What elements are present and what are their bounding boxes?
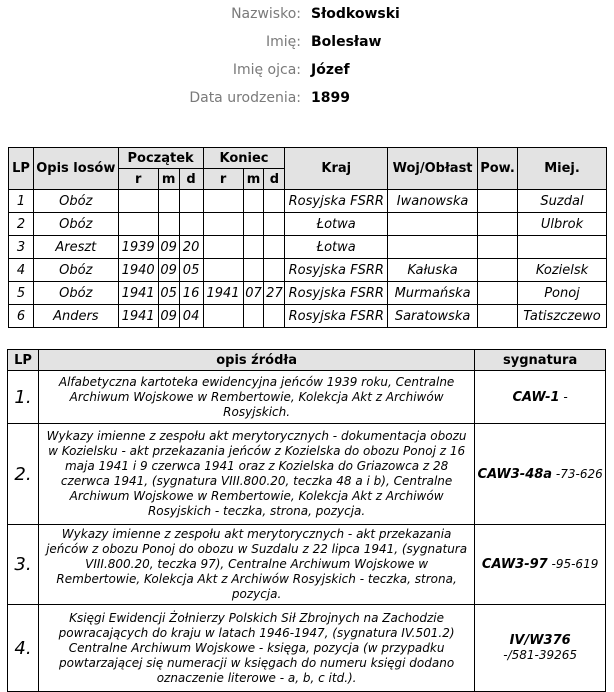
sources-header-sygnatura: sygnatura <box>475 350 606 371</box>
table-row <box>8 605 606 692</box>
cell-miej: Ponoj <box>518 282 607 305</box>
first-name-label: Imię: <box>266 34 301 50</box>
header-start-d: d <box>179 169 203 190</box>
source-description: Wykazy imienne z zespołu akt merytorycznych - akt przekazania jeńców z obozu Ponoj do obozu w Suzdalu z 22 lipca 1941, (sygnatura VIII.800.20, teczka 97), Centralne Archiwum Wojskowe w Rembertowie, Kolekcja Akt z Archiwów Rosyjskich - teczka, strona, pozycja. <box>38 525 474 605</box>
header-start-r: r <box>118 169 158 190</box>
cell-pow <box>478 305 518 328</box>
cell-miej: Suzdal <box>518 190 607 213</box>
father-name-label: Imię ojca: <box>232 62 301 78</box>
cell-woj: Kałuska <box>388 259 478 282</box>
cell-start-d: 20 <box>179 236 203 259</box>
table-row <box>8 424 606 525</box>
cell-woj: Iwanowska <box>388 190 478 213</box>
cell-kraj: Łotwa <box>285 236 388 259</box>
cell-miej: Ulbrok <box>518 213 607 236</box>
table-row <box>9 213 607 236</box>
cell-woj <box>388 213 478 236</box>
cell-end-d <box>264 190 285 213</box>
birth-date-label: Data urodzenia: <box>189 90 301 106</box>
father-name-value: Józef <box>311 62 350 78</box>
surname-label: Nazwisko: <box>231 6 301 22</box>
cell-end-r <box>203 190 243 213</box>
cell-pow <box>478 236 518 259</box>
cell-start-r: 1939 <box>118 236 158 259</box>
first-name-row <box>0 28 614 56</box>
cell-lp: 1 <box>9 190 34 213</box>
cell-opis: Obóz <box>33 190 118 213</box>
first-name-value: Bolesław <box>311 34 382 50</box>
cell-end-r <box>203 213 243 236</box>
cell-start-m: 09 <box>158 236 179 259</box>
surname-row <box>0 0 614 28</box>
signature-extra: - <box>559 389 568 404</box>
cell-start-d: 16 <box>179 282 203 305</box>
cell-end-r <box>203 236 243 259</box>
signature-extra: -95-619 <box>547 557 599 571</box>
cell-end-m <box>243 190 264 213</box>
surname-value: Słodkowski <box>311 6 400 22</box>
sources-table <box>7 349 606 692</box>
cell-kraj: Rosyjska FSRR <box>285 259 388 282</box>
cell-end-m: 07 <box>243 282 264 305</box>
cell-end-d <box>264 236 285 259</box>
table-row <box>9 259 607 282</box>
cell-woj: Murmańska <box>388 282 478 305</box>
cell-start-d: 05 <box>179 259 203 282</box>
cell-start-r: 1941 <box>118 282 158 305</box>
cell-kraj: Rosyjska FSRR <box>285 305 388 328</box>
source-signature <box>475 424 606 525</box>
source-lp: 4. <box>8 605 39 692</box>
source-description: Księgi Ewidencji Żołnierzy Polskich Sił Zbrojnych na Zachodzie powracających do kraju w latach 1946-1947, (sygnatura IV.501.2) Centralne Archiwum Wojskowe - księga, pozycja (w przypadku powtarzającej się numeracji w księgach do numeru księgi dodano oznaczenie literowe - a, b, c itd.). <box>38 605 474 692</box>
cell-start-d <box>179 213 203 236</box>
source-signature <box>475 605 606 692</box>
cell-opis: Anders <box>33 305 118 328</box>
cell-end-m <box>243 259 264 282</box>
signature-main: IV/W376 <box>509 633 571 648</box>
cell-end-d: 27 <box>264 282 285 305</box>
cell-start-r: 1941 <box>118 305 158 328</box>
cell-lp: 5 <box>9 282 34 305</box>
sources-header-lp: LP <box>8 350 39 371</box>
cell-end-r <box>203 259 243 282</box>
cell-kraj: Łotwa <box>285 213 388 236</box>
table-row <box>9 305 607 328</box>
birth-date-row <box>0 84 614 112</box>
signature-main: CAW3-48a <box>477 466 553 482</box>
source-lp: 2. <box>8 424 39 525</box>
signature-extra: -/581-39265 <box>503 648 578 662</box>
cell-miej: Kozielsk <box>518 259 607 282</box>
source-signature <box>475 525 606 605</box>
cell-start-d <box>179 190 203 213</box>
cell-end-m <box>243 305 264 328</box>
header-start-m: m <box>158 169 179 190</box>
cell-start-m: 09 <box>158 305 179 328</box>
cell-opis: Obóz <box>33 259 118 282</box>
header-kraj: Kraj <box>285 148 388 190</box>
cell-start-m <box>158 190 179 213</box>
table-row <box>8 525 606 605</box>
header-end-r: r <box>203 169 243 190</box>
fates-table <box>8 147 607 328</box>
cell-lp: 4 <box>9 259 34 282</box>
cell-end-r <box>203 305 243 328</box>
cell-pow <box>478 259 518 282</box>
header-lp: LP <box>9 148 34 190</box>
cell-opis: Obóz <box>33 213 118 236</box>
header-koniec: Koniec <box>203 148 285 169</box>
sources-header-opis: opis źródła <box>38 350 474 371</box>
cell-start-d: 04 <box>179 305 203 328</box>
cell-start-r: 1940 <box>118 259 158 282</box>
source-description: Alfabetyczna kartoteka ewidencyjna jeńców 1939 roku, Centralne Archiwum Wojskowe w Rembertowie, Kolekcja Akt z Archiwów Rosyjskich. <box>38 371 474 424</box>
header-miej: Miej. <box>518 148 607 190</box>
birth-date-value: 1899 <box>311 90 350 106</box>
table-row <box>8 371 606 424</box>
cell-opis: Areszt <box>33 236 118 259</box>
cell-end-m <box>243 213 264 236</box>
cell-start-m <box>158 213 179 236</box>
header-poczatek: Początek <box>118 148 203 169</box>
source-description: Wykazy imienne z zespołu akt merytorycznych - dokumentacja obozu w Kozielsku - akt przekazania jeńców z Kozielska do obozu Ponoj z 16 maja 1941 i 9 czerwca 1941 oraz z Kozielska do Griazowca z 28 czerwca 1941, (sygnatura VIII.800.20, teczka 48 a i b), Centralne Archiwum Wojskowe w Rembertowie, Kolekcja Akt z Archiwów Rosyjskich - teczka, strona, pozycja. <box>38 424 474 525</box>
cell-start-m: 09 <box>158 259 179 282</box>
cell-pow <box>478 282 518 305</box>
table-row <box>9 190 607 213</box>
signature-main: CAW-1 <box>512 389 560 405</box>
signature-extra: -73-626 <box>552 466 603 481</box>
header-pow: Pow. <box>478 148 518 190</box>
cell-start-m: 05 <box>158 282 179 305</box>
cell-end-r: 1941 <box>203 282 243 305</box>
cell-miej <box>518 236 607 259</box>
header-end-m: m <box>243 169 264 190</box>
cell-miej: Tatiszczewo <box>518 305 607 328</box>
cell-lp: 6 <box>9 305 34 328</box>
table-row <box>9 282 607 305</box>
cell-end-d <box>264 305 285 328</box>
cell-start-r <box>118 213 158 236</box>
cell-kraj: Rosyjska FSRR <box>285 282 388 305</box>
cell-woj <box>388 236 478 259</box>
signature-main: CAW3-97 <box>481 557 548 572</box>
cell-end-m <box>243 236 264 259</box>
cell-woj: Saratowska <box>388 305 478 328</box>
cell-end-d <box>264 213 285 236</box>
source-lp: 1. <box>8 371 39 424</box>
header-woj: Woj/Obłast <box>388 148 478 190</box>
cell-pow <box>478 213 518 236</box>
cell-lp: 3 <box>9 236 34 259</box>
cell-opis: Obóz <box>33 282 118 305</box>
cell-pow <box>478 190 518 213</box>
cell-end-d <box>264 259 285 282</box>
table-row <box>9 236 607 259</box>
header-end-d: d <box>264 169 285 190</box>
cell-kraj: Rosyjska FSRR <box>285 190 388 213</box>
header-opis-losow: Opis losów <box>33 148 118 190</box>
source-lp: 3. <box>8 525 39 605</box>
source-signature <box>475 371 606 424</box>
cell-lp: 2 <box>9 213 34 236</box>
father-name-row <box>0 56 614 84</box>
cell-start-r <box>118 190 158 213</box>
